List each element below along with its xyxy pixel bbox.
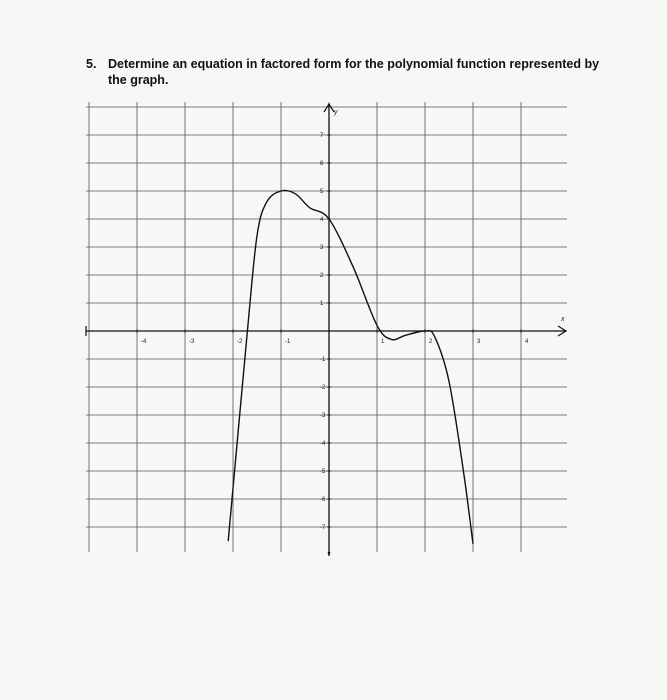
y-tick-label: 4 bbox=[320, 217, 324, 223]
curve-layer bbox=[228, 190, 473, 543]
y-tick-label: 7 bbox=[320, 133, 324, 139]
x-tick-label: -3 bbox=[189, 339, 195, 345]
x-tick-label: 3 bbox=[477, 339, 481, 345]
x-tick-label: 2 bbox=[429, 339, 433, 345]
x-axis-label: x bbox=[561, 316, 565, 323]
y-tick-label: -5 bbox=[320, 469, 326, 475]
x-tick-label: 1 bbox=[381, 339, 385, 345]
y-tick-label: 1 bbox=[320, 301, 324, 307]
x-tick-label: -4 bbox=[141, 339, 147, 345]
x-tick-label: 4 bbox=[525, 339, 529, 345]
question-number: 5. bbox=[86, 57, 97, 71]
question-text: Determine an equation in factored form for the polynomial function represented by the graph. bbox=[108, 57, 600, 87]
y-tick-label: 3 bbox=[320, 245, 324, 251]
y-tick-label: -4 bbox=[320, 441, 326, 447]
y-tick-label: -1 bbox=[320, 357, 326, 363]
y-tick-label: 2 bbox=[320, 273, 324, 279]
y-tick-label: 5 bbox=[320, 189, 324, 195]
polynomial-curve bbox=[228, 190, 473, 543]
y-tick-label: -7 bbox=[320, 525, 326, 531]
y-tick-label: -2 bbox=[320, 385, 326, 391]
x-tick-label: -2 bbox=[237, 339, 243, 345]
y-tick-label: -6 bbox=[320, 497, 326, 503]
grid bbox=[86, 102, 567, 552]
y-tick-label: -3 bbox=[320, 413, 326, 419]
y-tick-label: 6 bbox=[320, 161, 324, 167]
y-axis-label: y bbox=[334, 109, 338, 116]
y-axis-end-dot bbox=[328, 552, 331, 555]
x-tick-label: -1 bbox=[285, 339, 291, 345]
axes bbox=[86, 104, 566, 556]
